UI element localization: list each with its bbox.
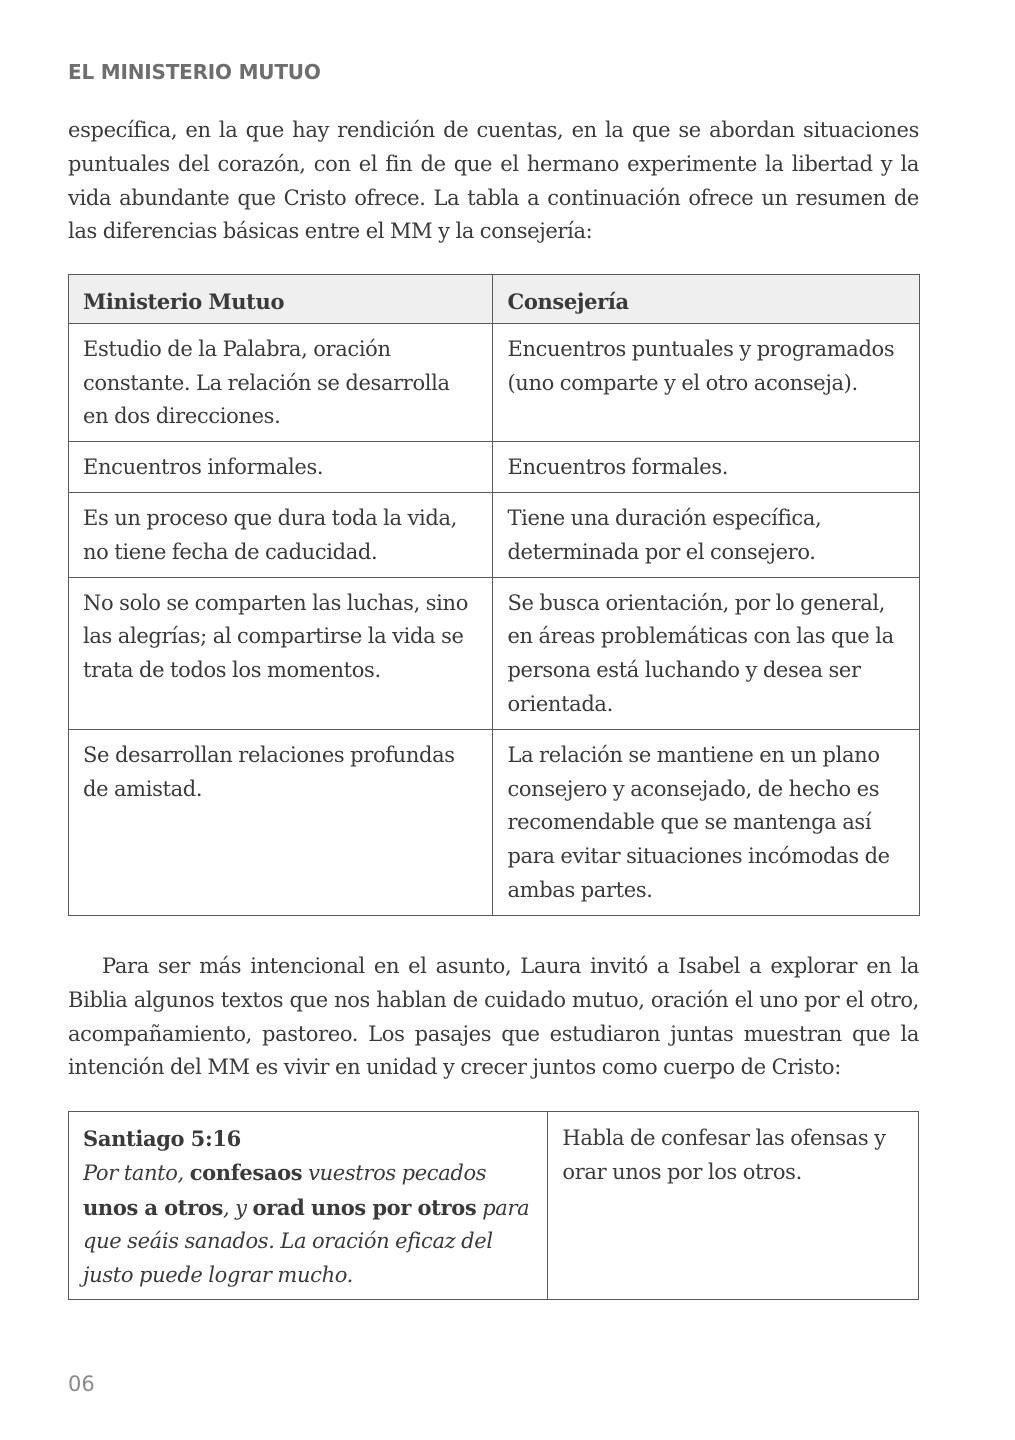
verse-segment: , y (223, 1195, 253, 1220)
scripture-explanation: Habla de confesar las ofensas y orar unos por los otros. (548, 1112, 919, 1300)
verse-reference: Santiago 5:16 (83, 1126, 241, 1151)
table-row (69, 323, 920, 441)
table-cell: Es un proceso que dura toda la vida, no tiene fecha de caducidad. (69, 492, 493, 577)
verse-segment: para que seáis sanados. La oración eficaz del justo puede lograr mucho. (83, 1195, 530, 1288)
table-cell: Encuentros puntuales y programados (uno comparte y el otro aconseja). (493, 323, 920, 441)
page-number: 06 (68, 1372, 95, 1396)
comparison-table (68, 274, 920, 916)
verse-emphasis: unos a otros (83, 1194, 223, 1220)
scripture-cell (69, 1112, 548, 1300)
table-cell: La relación se mantiene en un plano consejero y aconsejado, de hecho es recomendable que se mantenga así para evitar situaciones incómodas de ambas partes. (493, 729, 920, 915)
table-cell: No solo se comparten las luchas, sino las alegrías; al compartirse la vida se trata de todos los momentos. (69, 577, 493, 729)
table-cell: Se busca orientación, por lo general, en áreas problemáticas con las que la persona está luchando y desea ser orientada. (493, 577, 920, 729)
comparison-table-header-row (69, 275, 920, 324)
verse-segment: Por tanto, (83, 1160, 190, 1185)
running-header: EL MINISTERIO MUTUO (68, 60, 321, 84)
table-row (69, 729, 920, 915)
verse-text (83, 1161, 529, 1287)
table-cell: Encuentros informales. (69, 442, 493, 493)
verse-segment: vuestros pecados (302, 1160, 487, 1185)
table-row (69, 577, 920, 729)
table-row (69, 442, 920, 493)
intro-paragraph: específica, en la que hay rendición de cuentas, en la que se abordan situaciones puntuales del corazón, con el fin de que el hermano experimente la libertad y la vida abundante que Cristo ofrece. La tabla a continuación ofrece un resumen de las diferencias básicas entre el MM y la consejería: (68, 118, 919, 244)
column-header-consejeria: Consejería (493, 275, 920, 324)
table-cell: Encuentros formales. (493, 442, 920, 493)
table-row (69, 1112, 919, 1300)
verse-emphasis: confesaos (189, 1159, 303, 1185)
second-paragraph: Para ser más intencional en el asunto, Laura invitó a Isabel a explorar en la Biblia algunos textos que nos hablan de cuidado mutuo, oración el uno por el otro, acompañamiento, pastoreo. Los pasajes que estudiaron juntas muestran que la intención del MM es vivir en unidad y crecer juntos como cuerpo de Cristo: (68, 954, 919, 1080)
verse-emphasis: orad unos por otros (252, 1194, 477, 1220)
table-row (69, 492, 920, 577)
column-header-ministerio-mutuo: Ministerio Mutuo (69, 275, 493, 324)
scripture-table (68, 1111, 919, 1300)
table-cell: Se desarrollan relaciones profundas de amistad. (69, 729, 493, 915)
table-cell: Tiene una duración específica, determinada por el consejero. (493, 492, 920, 577)
table-cell: Estudio de la Palabra, oración constante. La relación se desarrolla en dos direcciones. (69, 323, 493, 441)
